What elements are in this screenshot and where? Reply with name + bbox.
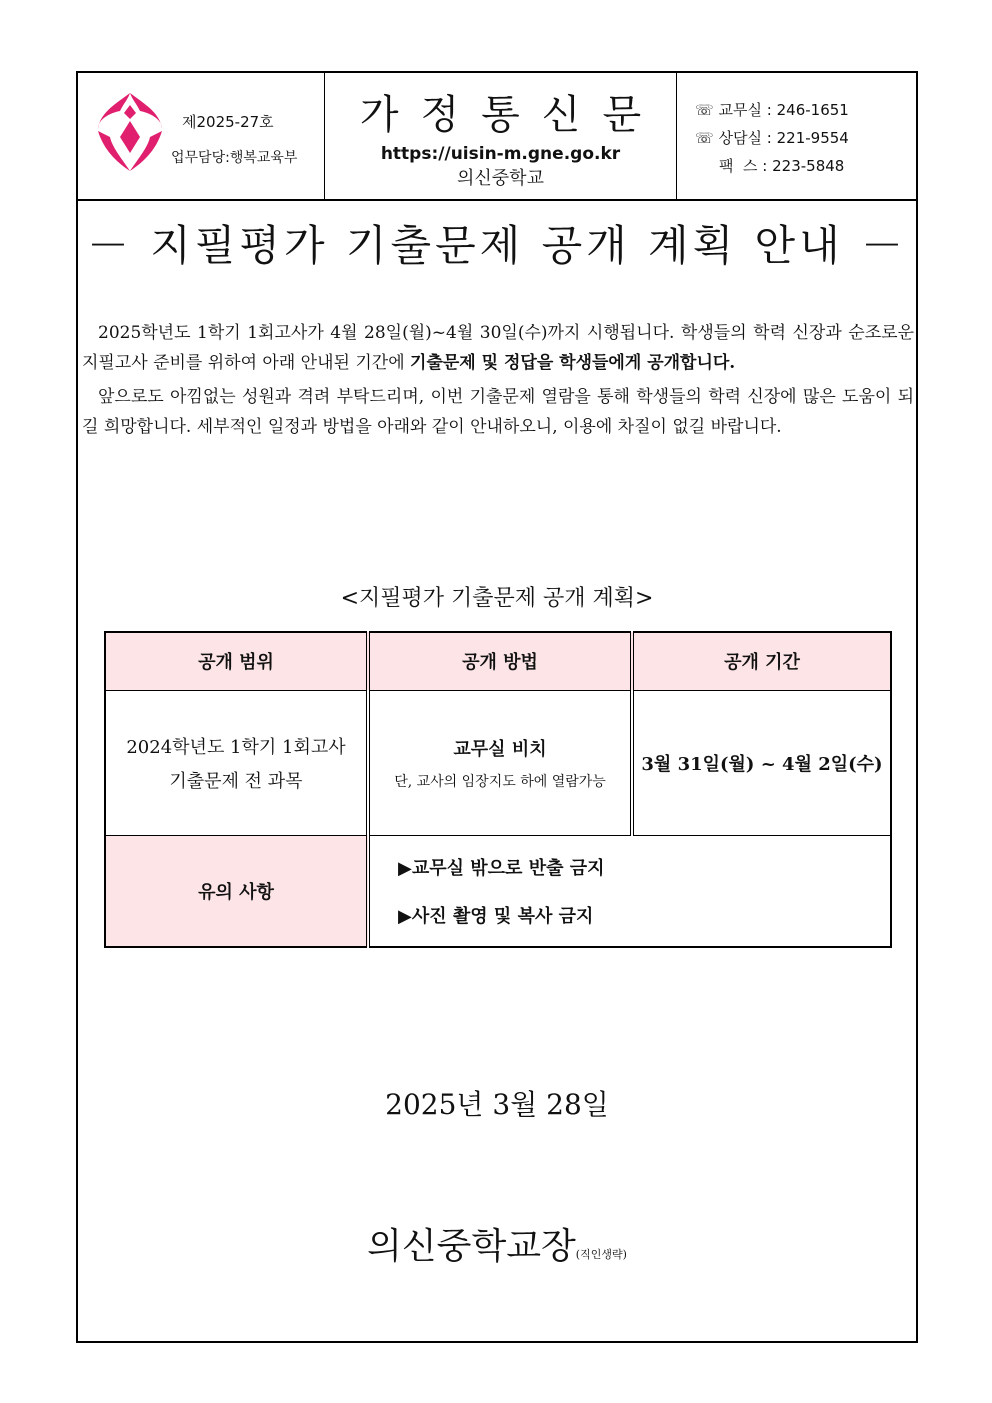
header-center [325, 73, 677, 199]
phone-teachers-office: ☏ 교무실 : 246-1651 [695, 101, 849, 119]
method-cell: 교무실 비치 단, 교사의 임장지도 하에 열람가능 [368, 690, 632, 835]
table-row [105, 690, 891, 835]
fax: 팩 스 : 223-5848 [719, 157, 845, 175]
scope-cell: 2024학년도 1학기 1회고사 기출문제 전 과목 [105, 690, 368, 835]
table-header-row [105, 632, 891, 690]
paragraph-1: 2025학년도 1학기 1회고사가 4월 28일(월)~4월 30일(수)까지 시행됩니다. 학생들의 학력 신장과 순조로운 지필고사 준비를 위하여 아래 안내된 기간에 기출문제 및 정답을 학생들에게 공개합니다. [82, 323, 914, 373]
header-method: 공개 방법 [368, 632, 632, 690]
header-left [78, 73, 325, 199]
school-logo-icon [94, 91, 166, 173]
signature: 의신중학교장(직인생략) [367, 1226, 627, 1267]
school-url[interactable]: https://uisin-m.gne.go.kr [380, 144, 621, 164]
document-title: － 지필평가 기출문제 공개 계획 안내 － [86, 221, 908, 270]
telephone-icon: ☏ [695, 129, 714, 147]
header-scope: 공개 범위 [105, 632, 368, 690]
telephone-icon: ☏ [695, 101, 714, 119]
contact-info [677, 73, 916, 199]
notes-cell: ▶교무실 밖으로 반출 금지 ▶사진 촬영 및 복사 금지 [368, 835, 891, 947]
plan-title: <지필평가 기출문제 공개 계획> [340, 586, 654, 611]
plan-table [104, 631, 892, 948]
newsletter-frame [76, 71, 918, 1343]
seal-note: (직인생략) [575, 1248, 627, 1261]
issue-number: 제2025-27호 [182, 113, 274, 131]
emphasis: 기출문제 및 정답을 학생들에게 공개합니다. [410, 352, 736, 373]
newsletter-title: 가정통신문 [359, 92, 664, 138]
header [78, 73, 916, 201]
header-period: 공개 기간 [632, 632, 891, 690]
issue-date: 2025년 3월 28일 [385, 1088, 609, 1121]
period-cell: 3월 31일(월) ~ 4월 2일(수) [632, 690, 891, 835]
department: 업무담당:행복교육부 [171, 150, 298, 166]
paragraph-2: 앞으로도 아낌없는 성원과 격려 부탁드리며, 이번 기출문제 열람을 통해 학생들의 학력 신장에 많은 도움이 되길 희망합니다. 세부적인 일정과 방법을 아래와 같이 안내하오니, 이용에 차질이 없길 바랍니다. [82, 387, 914, 437]
phone-counseling: ☏ 상담실 : 221-9554 [695, 129, 849, 147]
school-name: 의신중학교 [457, 168, 544, 189]
notes-row [105, 835, 891, 947]
notes-label: 유의 사항 [105, 835, 368, 947]
